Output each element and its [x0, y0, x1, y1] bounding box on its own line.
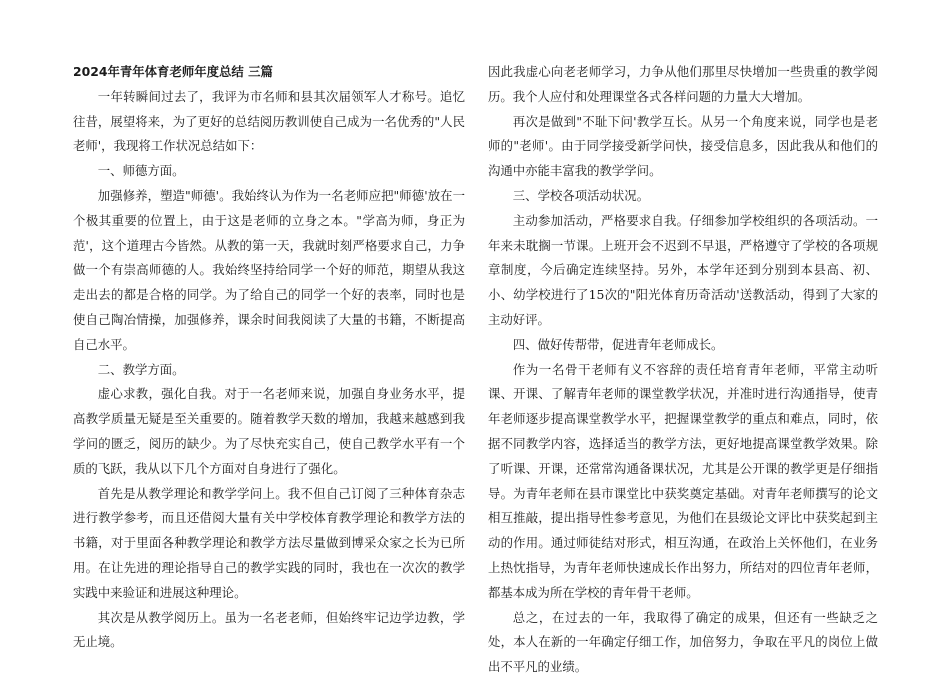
- section-heading: 一、师德方面。: [97, 163, 185, 179]
- paragraph: 再次是做到"不耻下问'教学互长。从另一个角度来说，同学也是老师的"老师'。由于同学接受新学问快，接受信息多，因此我从和他们的沟通中亦能丰富我的教学学问。: [488, 113, 878, 179]
- paragraph: 虚心求教，强化自我。对于一名老师来说，加强自身业务水平，提高教学质量无疑是至关重要的。随着教学天数的增加，我越来越感到我学问的匮乏，阅历的缺少。为了尽快充实自己，使自己教学水平有一个质的飞跃，我从以下几个方面对自身进行了强化。: [73, 386, 465, 476]
- left-column: [73, 60, 465, 655]
- paragraph: 其次是从教学阅历上。虽为一名老老师，但始终牢记边学边教，学无止境。: [73, 609, 465, 650]
- paragraph: 主动参加活动，严格要求自我。仔细参加学校组织的各项活动。一年来未耽搁一节课。上班开会不迟到不早退，严格遵守了学校的各项规章制度，今后确定连续坚持。另外，本学年还到分别到本县高、初、小、幼学校进行了15次的"阳光体育历奇活动'送教活动，得到了大家的主动好评。: [488, 212, 878, 327]
- paragraph: 一年转瞬间过去了，我评为市名师和县其次届领军人才称号。追忆往昔，展望将来，为了更好的总结阅历教训使自己成为一名优秀的"人民老师'，我现将工作状况总结如下：: [73, 88, 465, 154]
- document-title: 2024年青年体育老师年度总结 三篇: [73, 64, 273, 79]
- section-heading: 四、做好传帮带，促进青年老师成长。: [512, 336, 724, 352]
- paragraph-continued: 因此我虚心向老老师学习，力争从他们那里尽快增加一些贵重的教学阅历。我个人应付和处理课堂各式各样问题的力量大大增加。: [488, 64, 878, 104]
- paragraph: 总之，在过去的一年，我取得了确定的成果，但还有一些缺乏之处，本人在新的一年确定仔细工作，加倍努力，争取在平凡的岗位上做出不平凡的业绩。: [488, 609, 878, 675]
- paragraph: 加强修养，塑造"师德'。我始终认为作为一名老师应把"师德'放在一个极其重要的位置上，由于这是老师的立身之本。"学高为师，身正为范'，这个道理古今皆然。从教的第一天，我就时刻严格要求自己，力争做一个有崇高师德的人。我始终坚持给同学一个好的师范，期望从我这走出去的都是合格的同学。为了给自己的同学一个好的表率，同时也是使自己陶冶情操，加强修养，课余时间我阅读了大量的书籍，不断提高自己水平。: [73, 187, 465, 352]
- section-heading: 三、学校各项活动状况。: [512, 187, 650, 203]
- paragraph: 作为一名骨干老师有义不容辞的责任培育青年老师，平常主动听课、开课、了解青年老师的课堂教学状况，并准时进行沟通指导，使青年老师逐步提高课堂教学水平，把握课堂教学的重点和难点，同时，依据不同教学内容，选择适当的教学方法，更好地提高课堂教学效果。除了听课、开课，还常常沟通备课状况，尤其是公开课的教学更是仔细指导。为青年老师在县市课堂比中获奖奠定基础。对青年老师撰写的论文相互推敲，提出指导性参考意见，为他们在县级论文评比中获奖起到主动的作用。通过师徒结对形式，相互沟通，在政治上关怀他们，在业务上热忱指导，为青年老师快速成长作出努力，所结对的四位青年老师，都基本成为所在学校的青年骨干老师。: [488, 361, 878, 600]
- section-heading: 二、教学方面。: [97, 361, 185, 377]
- paragraph: 首先是从教学理论和教学学问上。我不但自己订阅了三种体育杂志进行教学参考，而且还借阅大量有关中学校体育教学理论和教学方法的书籍，对于里面各种教学理论和教学方法尽量做到博采众家之长为已所用。在让先进的理论指导自己的教学实践的同时，我也在一次次的教学实践中来验证和进展这种理论。: [73, 485, 465, 600]
- right-column: [488, 60, 878, 680]
